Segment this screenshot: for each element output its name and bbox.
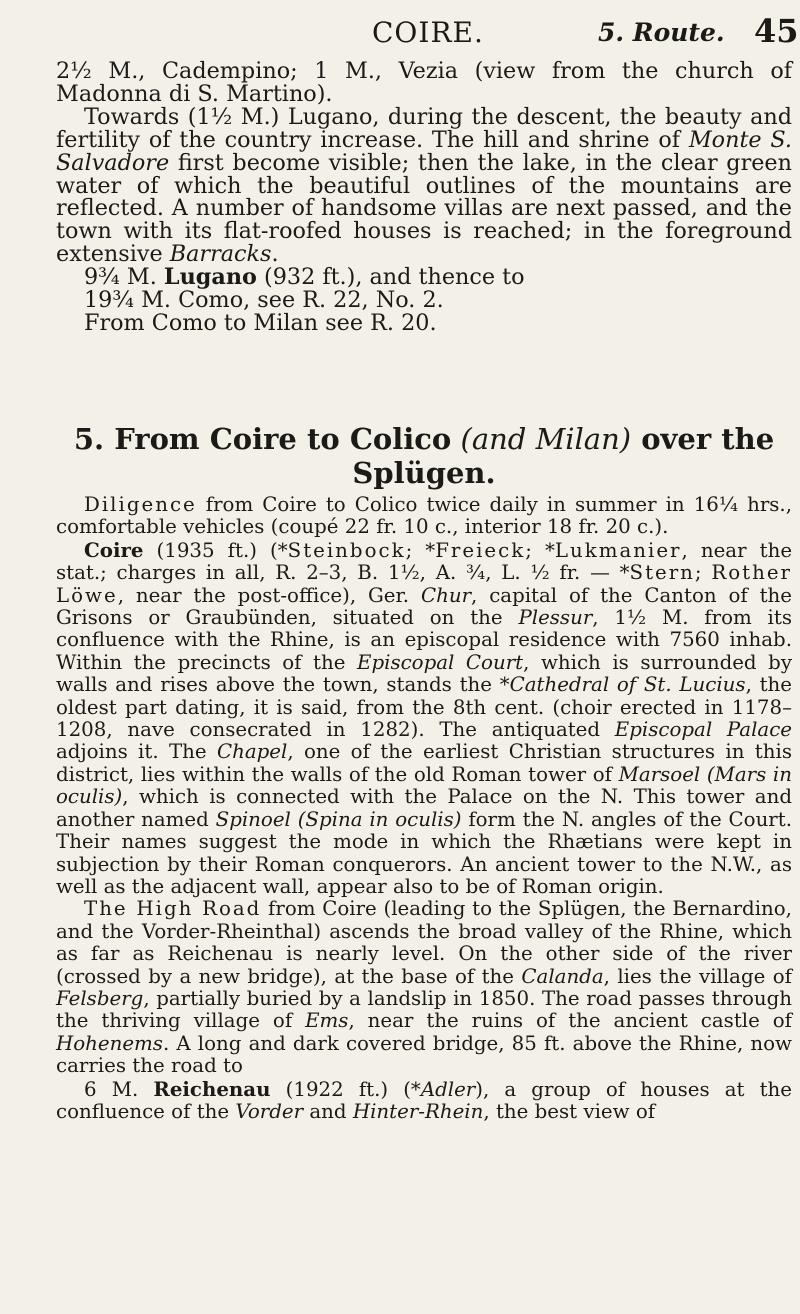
paragraph-text: 2½ M., Cadempino; 1 M., Vezia (view from the church of Madonna di S. Martino). <box>56 58 792 107</box>
place-name: Calanda <box>521 964 604 988</box>
place-name: Marsoel (Mars in oculis) <box>56 762 792 809</box>
place-name: Plessur <box>518 606 593 630</box>
place-name: Reichenau <box>153 1076 271 1101</box>
place-name: Cathedral of St. Lucius <box>509 673 746 697</box>
text-run: From Como to Milan see R. 20. <box>84 309 437 336</box>
text-run: Towards (1½ M.) Lugano, during the descent, the beauty and fertility of the country increase. The hill and shrine of <box>56 103 792 153</box>
text-run: , the best view of <box>483 1099 656 1123</box>
distance: 6 M. <box>84 1077 154 1101</box>
text-run: from Coire to Colico twice daily in summer in 16¼ hrs., comfortable vehicles (coupé 22 fr. 10 c., interior 18 fr. 20 c.). <box>56 493 792 539</box>
text-run: , which is surrounded by walls and rises above the town, stands the * <box>56 650 792 697</box>
text-run: ; * <box>405 538 436 562</box>
section-heading <box>56 422 792 490</box>
route-continuation <box>56 60 792 335</box>
running-head <box>0 6 800 54</box>
spaced-term: Diligence <box>84 493 197 516</box>
text-run: , near the post-office), Ger. <box>117 583 421 607</box>
paragraph-high-road <box>56 898 792 1077</box>
text-run: , the oldest part dating, it is said, from the 8th cent. (choir erected in 1178–1208, nave consecrated in 1282). The antiquated <box>56 673 792 742</box>
text-run: , one of the earliest Christian structures in this district, lies within the walls of the old Roman tower of <box>56 740 792 786</box>
text-run: ), a group of houses at the confluence of the <box>56 1077 792 1123</box>
paragraph-coire <box>56 539 792 899</box>
text-run: , 1½ M. from its confluence with the Rhine, is an episcopal residence with 7560 inhab. Within the precincts of the <box>56 606 792 674</box>
text-run: ; <box>694 561 712 585</box>
heading-italic: (and Milan) <box>451 422 632 456</box>
text-run: . <box>271 241 279 268</box>
paragraph-como <box>56 289 792 312</box>
place-name: Chur <box>420 583 472 607</box>
place-name: Barracks <box>169 241 272 268</box>
section-body <box>56 494 792 1123</box>
hotel-name: Stern <box>629 561 695 585</box>
text-run: 19¾ M. Como, see R. 22, No. 2. <box>84 287 444 314</box>
text-run: , lies the village of <box>603 964 792 988</box>
text-run: , partially buried by a landslip in 1850. The road passes through the thriving village of <box>56 986 792 1033</box>
text-run: first become visible; then the lake, in the clear green water of which the beautiful outlines of the mountains are reflected. A number of handsome villas are next passed, and the town with its flat-roofed houses is reached; in the foreground extensive <box>56 149 792 268</box>
hotel-name: Freieck <box>435 538 526 562</box>
hotel-name: Lukmanier <box>554 538 682 562</box>
text-run: form the N. angles of the Court. Their names suggest the mode in which the Rhætians were kept in subjection by their Roman conquerors. An ancient tower to the N.W., as well as the adjacent wall, appear also to be of Roman origin. <box>56 807 793 898</box>
text-run: from Coire (leading to the Splügen, the Bernardino, and the Vorder-Rheinthal) ascends the broad valley of the Rhine, which as far as Reichenau is nearly level. On the other side of the river (crossed by a new bridge), at the base of the <box>56 897 792 988</box>
place-name: Lugano <box>163 264 257 291</box>
text-run: adjoins it. The <box>56 740 217 764</box>
place-name: Coire <box>84 537 144 562</box>
text-run: , near the stat.; charges in all, R. 2–3, B. 1½, A. ¾, L. ½ fr. — * <box>56 538 793 585</box>
paragraph-lugano-approach <box>56 103 792 268</box>
hotel-name: Steinbock <box>287 538 406 562</box>
hotel-name: Adler <box>420 1077 476 1101</box>
text-run: . A long and dark covered bridge, 85 ft. above the Rhine, now carries the road to <box>56 1031 792 1078</box>
place-name: Ems <box>305 1009 349 1033</box>
distance: 9¾ M. <box>84 264 164 291</box>
spaced-term: The High Road <box>84 897 262 921</box>
text-run: and <box>303 1099 353 1123</box>
paragraph-cadempino <box>56 60 792 106</box>
heading-text: Splügen. <box>352 456 496 490</box>
place-name: Episcopal Palace <box>614 718 793 742</box>
page-number: 45 <box>754 12 799 50</box>
text-run: ; * <box>525 538 555 562</box>
hotel-name: Rother Löwe <box>56 561 793 607</box>
heading-text: 5. From Coire to Colico <box>73 422 452 456</box>
heading-text: over the <box>631 422 775 456</box>
text-run: (932 ft.), and thence to <box>256 264 525 291</box>
text-run: (1935 ft.) (* <box>143 538 288 562</box>
text-run: (1922 ft.) (* <box>270 1077 421 1101</box>
place-name: Hohenems <box>56 1031 163 1055</box>
running-title: COIRE. <box>372 16 484 49</box>
paragraph-milan <box>56 309 792 336</box>
place-name: Chapel <box>216 740 288 764</box>
route-label: 5. Route. <box>598 18 725 47</box>
place-name: Felsberg <box>56 986 144 1010</box>
text-run: , near the ruins of the ancient castle of <box>348 1009 792 1033</box>
place-name: Spinoel (Spina in oculis) <box>215 807 462 831</box>
place-name: Episcopal Court <box>357 650 524 674</box>
paragraph-lugano <box>56 266 792 289</box>
place-name: Monte S. Salvadore <box>56 126 792 176</box>
paragraph-diligence <box>56 494 792 539</box>
paragraph-reichenau <box>56 1078 792 1124</box>
place-name: Vorder <box>235 1099 304 1123</box>
text-run: , which is connected with the Palace on the N. This tower and another named <box>56 785 792 831</box>
place-name: Hinter-Rhein <box>352 1099 484 1123</box>
text-run: , capital of the Canton of the Grisons or Graubünden, situated on the <box>56 583 792 630</box>
